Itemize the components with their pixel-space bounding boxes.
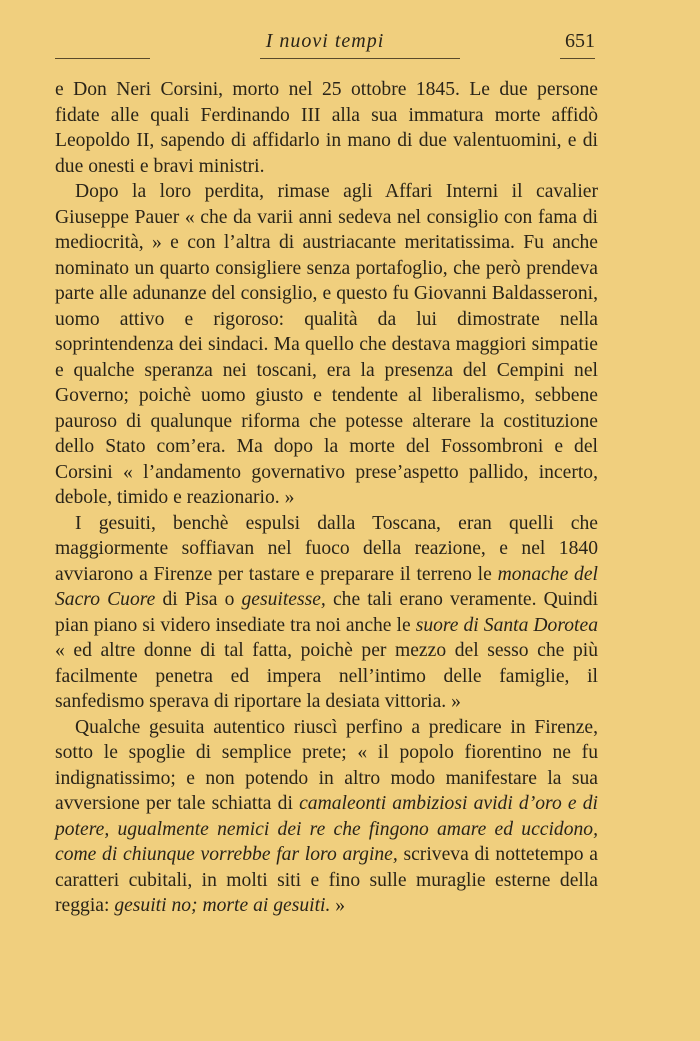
paragraph-text: e Don Neri Corsini, morto nel 25 ottobre 1845. Le due persone fidate alle quali Ferdinando III alla sua immatura morte affidò Leopoldo II, sapendo di affidarlo in mano di due valentuomini, e di due onesti e bravi ministri. [55,79,598,177]
paragraph-text: scriveva di nottetempo a caratteri cubitali, in molti siti e fino sulle muraglie esterne della reggia: [55,844,598,916]
header-rule-left [55,58,150,59]
page-number: 651 [565,30,595,52]
italic-quote: camaleonti ambiziosi avidi d’oro e di potere, ugualmente nemici dei re che fingono amare ed uccidono, come di chiunque vorrebbe far loro argine, [55,793,599,865]
paragraph [55,179,598,511]
italic-title: suore di Santa Dorotea [415,614,598,636]
paragraph [55,77,598,179]
paragraph-text: Dopo la loro perdita, rimase agli Affari Interni il cavalier Giuseppe Pauer « che da varii anni sedeva nel consiglio con fama di mediocrità, » e con l’altra di austriacante meritatissima. Fu anche nominato un quarto consigliere senza portafoglio, che però prendeva parte alle adunanze del consiglio, e questo fu Giovanni Baldasseroni, uomo attivo e rigoroso: qualità da lui dimostrate nella soprintendenza dei sindaci. Ma quello che destava maggiori simpatie e qualche speranza nei toscani, era la presenza del Cempini nel Governo; poichè uomo giusto e tendente al liberalismo, sebbene pauroso di qualunque riforma che potesse alterare la costituzione dello Stato com’era. Ma dopo la morte del Fossombroni e del Corsini « l’andamento governativo prese’aspetto pallido, incerto, debole, timido e reazionario. » [55,181,598,508]
paragraph [55,511,598,715]
header-rule-right [560,58,595,59]
italic-slogan: gesuiti no; morte ai gesuiti. [114,895,331,916]
paragraph-text: I gesuiti, benchè espulsi dalla Toscana, eran quelli che maggiormente soffiavan nel fuoco della reazione, e nel 1840 avviarono a Firenze per tastare e preparare il terreno le [55,512,598,585]
italic-term: gesuitesse, [241,589,326,610]
italic-title: monache del Sacro Cuore [55,563,598,610]
paragraph-text: che tali erano veramente. Quindi pian piano si videro insediate tra noi anche le [55,589,599,636]
page-header [55,28,595,62]
header-rule-center [260,58,460,59]
body-text [55,77,598,919]
paragraph-text: « ed altre donne di tal fatta, poichè per mezzo del sesso che più facilmente penetra ed impera nell’intimo delle famiglie, il sanfedismo sperava di riportare la desiata vittoria. » [55,640,598,712]
paragraph [55,715,598,919]
paragraph-text: » [330,895,346,916]
running-title: I nuovi tempi [265,30,385,52]
paragraph-text: Qualche gesuita autentico riuscì perfino a predicare in Firenze, sotto le spoglie di semplice prete; « il popolo fiorentino ne fu indignatissimo; e non potendo in altro modo manifestare la sua avversione per tale schiatta di [55,716,598,814]
paragraph-text: di Pisa o [155,589,242,610]
